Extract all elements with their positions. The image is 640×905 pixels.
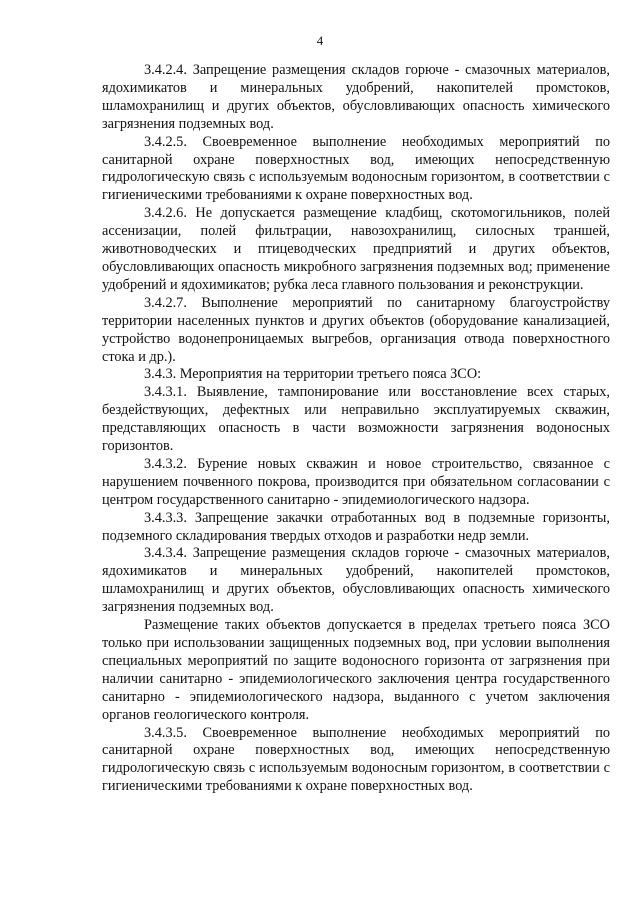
paragraph-3-4-3-5: 3.4.3.5. Своевременное выполнение необходимых мероприятий по санитарной охране поверхностных вод, имеющих непосредственную гидрологическую связь с используемым водоносным горизонтом, в соответствии с гигиеническими требованиями к охране поверхностных вод. xyxy=(102,724,610,795)
page-number: 4 xyxy=(316,33,324,48)
paragraph-3-4-2-4: 3.4.2.4. Запрещение размещения складов горюче - смазочных материалов, ядохимикатов и минеральных удобрений, накопителей промстоков, шламохранилищ и других объектов, обусловливающих опасность химического загрязнения подземных вод. xyxy=(102,62,610,132)
paragraph-3-4-3: 3.4.3. Мероприятия на территории третьего пояса ЗСО: xyxy=(144,366,482,383)
paragraph-3-4-2-7: 3.4.2.7. Выполнение мероприятий по санитарному благоустройству территории населенных пунктов и других объектов (оборудование канализацией, устройство водонепроницаемых выгребов, организация отвода поверхностного стока и др.). xyxy=(102,294,610,365)
paragraph-3-4-2-6: 3.4.2.6. Не допускается размещение кладбищ, скотомогильников, полей ассенизации, полей фильтрации, навозохранилищ, силосных траншей, животноводческих и птицеводческих предприятий и других объектов, обусловливающих опасность микробного загрязнения подземных вод; применение удобрений и ядохимикатов; рубка леса главного пользования и реконструкции. xyxy=(102,205,610,293)
paragraph-3-4-3-2: 3.4.3.2. Бурение новых скважин и новое строительство, связанное с нарушением почвенного покрова, производится при обязательном согласовании с центром государственного санитарно - эпидемиологического надзора. xyxy=(102,455,610,508)
paragraph-3-4-3-3: 3.4.3.3. Запрещение закачки отработанных вод в подземные горизонты, подземного складирования твердых отходов и разработки недр земли. xyxy=(102,509,610,544)
paragraph-3-4-3-4: 3.4.3.4. Запрещение размещения складов горюче - смазочных материалов, ядохимикатов и минеральных удобрений, накопителей промстоков, шламохранилищ и других объектов, обусловливающих опасность химического загрязнения подземных вод. xyxy=(102,545,610,616)
body-text xyxy=(102,62,610,796)
paragraph-placement-conditions: Размещение таких объектов допускается в пределах третьего пояса ЗСО только при использовании защищенных подземных вод, при условии выполнения специальных мероприятий по защите водоносного горизонта от загрязнения при наличии санитарно - эпидемиологического заключения центра государственного санитарно - эпидемиологического надзора, выданного с учетом заключения органов геологического контроля. xyxy=(102,617,610,723)
paragraph-3-4-2-5: 3.4.2.5. Своевременное выполнение необходимых мероприятий по санитарной охране поверхностных вод, имеющих непосредственную гидрологическую связь с используемым водоносным горизонтом, в соответствии с гигиеническими требованиями к охране поверхностных вод. xyxy=(102,133,610,204)
paragraph-3-4-3-1: 3.4.3.1. Выявление, тампонирование или восстановление всех старых, бездействующих, дефектных или неправильно эксплуатируемых скважин, представляющих опасность в части возможности загрязнения водоносных горизонтов. xyxy=(102,384,610,455)
